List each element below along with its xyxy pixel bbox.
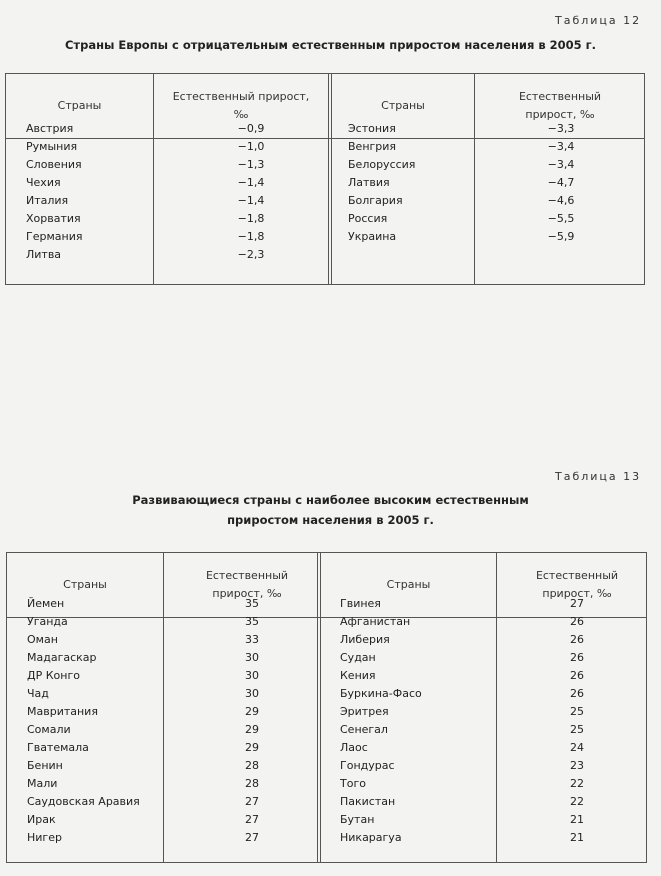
growth-value-cell: 26 <box>570 687 584 700</box>
table12-header-country-left: Страны <box>57 99 102 112</box>
country-cell: Болгария <box>348 194 403 207</box>
growth-value-cell: −3,4 <box>547 158 575 171</box>
growth-value-cell: −1,4 <box>237 176 265 189</box>
growth-value-cell: −0,9 <box>237 122 265 135</box>
growth-value-cell: 21 <box>570 831 584 844</box>
growth-value-cell: −3,4 <box>547 140 575 153</box>
growth-value-cell: −2,3 <box>237 248 265 261</box>
table13-left-value-column <box>212 595 292 847</box>
growth-value-cell: −1,8 <box>237 230 265 243</box>
country-cell: Бенин <box>27 759 63 772</box>
country-cell: Буркина-Фасо <box>340 687 422 700</box>
growth-value-cell: 30 <box>245 651 259 664</box>
country-cell: Ирак <box>27 813 56 826</box>
country-cell: Йемен <box>27 597 65 610</box>
table12-title: Страны Европы с отрицательным естественным приростом населения в 2005 г. <box>64 38 597 52</box>
country-cell: Гвинея <box>340 597 381 610</box>
growth-value-cell: 29 <box>245 705 259 718</box>
country-cell: Румыния <box>26 140 78 153</box>
country-cell: Мадагаскар <box>27 651 97 664</box>
growth-value-cell: 26 <box>570 669 584 682</box>
growth-value-cell: 27 <box>245 795 259 808</box>
growth-value-cell: −5,5 <box>547 212 575 225</box>
growth-value-cell: −1,8 <box>237 212 265 225</box>
table12 <box>5 73 645 285</box>
country-cell: Бутан <box>340 813 375 826</box>
country-cell: Афганистан <box>340 615 411 628</box>
growth-value-cell: −1,3 <box>237 158 265 171</box>
country-cell: Россия <box>348 212 388 225</box>
growth-value-cell: 22 <box>570 777 584 790</box>
country-cell: Эритрея <box>340 705 389 718</box>
growth-value-cell: 22 <box>570 795 584 808</box>
growth-value-cell: 29 <box>245 723 259 736</box>
growth-value-cell: 28 <box>245 777 259 790</box>
country-cell: Того <box>340 777 366 790</box>
growth-value-cell: 35 <box>245 597 259 610</box>
country-cell: Сомали <box>27 723 71 736</box>
table13-right-country-column <box>340 595 422 847</box>
table12-left-value-column <box>206 120 296 264</box>
growth-value-cell: −1,4 <box>237 194 265 207</box>
country-cell: Австрия <box>26 122 74 135</box>
country-cell: Сенегал <box>340 723 388 736</box>
country-cell: ДР Конго <box>27 669 80 682</box>
country-cell: Мавритания <box>27 705 98 718</box>
table12-header-growth-left: Естественный прирост, ‰ <box>172 90 310 121</box>
country-cell: Либерия <box>340 633 390 646</box>
growth-value-cell: 23 <box>570 759 584 772</box>
country-cell: Кения <box>340 669 376 682</box>
country-cell: Украина <box>348 230 397 243</box>
country-cell: Гватемала <box>27 741 89 754</box>
table12-label: Таблица 12 <box>555 14 642 27</box>
growth-value-cell: −4,7 <box>547 176 575 189</box>
growth-value-cell: −5,9 <box>547 230 575 243</box>
country-cell: Чехия <box>26 176 61 189</box>
growth-value-cell: 24 <box>570 741 584 754</box>
table13-header-growth-left: Естественный прирост, ‰ <box>205 569 289 600</box>
country-cell: Словения <box>26 158 82 171</box>
growth-value-cell: −1,0 <box>237 140 265 153</box>
growth-value-cell: 30 <box>245 687 259 700</box>
country-cell: Белоруссия <box>348 158 416 171</box>
country-cell: Хорватия <box>26 212 81 225</box>
growth-value-cell: 25 <box>570 705 584 718</box>
growth-value-cell: 28 <box>245 759 259 772</box>
country-cell: Мали <box>27 777 58 790</box>
table13-header-country-left: Страны <box>63 578 107 591</box>
country-cell: Нигер <box>27 831 62 844</box>
country-cell: Гондурас <box>340 759 395 772</box>
growth-value-cell: 29 <box>245 741 259 754</box>
table13-label: Таблица 13 <box>555 470 642 483</box>
growth-value-cell: 27 <box>570 597 584 610</box>
country-cell: Чад <box>27 687 49 700</box>
growth-value-cell: 35 <box>245 615 259 628</box>
country-cell: Лаос <box>340 741 368 754</box>
country-cell: Оман <box>27 633 58 646</box>
growth-value-cell: 26 <box>570 651 584 664</box>
country-cell: Италия <box>26 194 69 207</box>
table13-title-line2: приростом населения в 2005 г. <box>227 513 434 527</box>
country-cell: Латвия <box>348 176 390 189</box>
table12-header-growth-right: Естественный прирост, ‰ <box>518 90 602 121</box>
country-cell: Саудовская Аравия <box>27 795 140 808</box>
country-cell: Уганда <box>27 615 68 628</box>
growth-value-cell: −3,3 <box>547 122 575 135</box>
country-cell: Судан <box>340 651 376 664</box>
growth-value-cell: 21 <box>570 813 584 826</box>
growth-value-cell: 27 <box>245 831 259 844</box>
table13-title-line1: Развивающиеся страны с наиболее высоким естественным <box>132 493 529 507</box>
table13-header-growth-right: Естественный прирост, ‰ <box>535 569 619 600</box>
table13-right-value-column <box>537 595 617 847</box>
country-cell: Никарагуа <box>340 831 402 844</box>
table13-header-country-right: Страны <box>386 578 431 591</box>
growth-value-cell: 33 <box>245 633 259 646</box>
growth-value-cell: 27 <box>245 813 259 826</box>
table12-header-country-right: Страны <box>381 99 425 112</box>
table13-left-country-column <box>27 595 140 847</box>
growth-value-cell: 30 <box>245 669 259 682</box>
growth-value-cell: 26 <box>570 633 584 646</box>
growth-value-cell: 25 <box>570 723 584 736</box>
country-cell: Литва <box>26 248 62 261</box>
country-cell: Германия <box>26 230 83 243</box>
growth-value-cell: −4,6 <box>547 194 575 207</box>
table12-left-country-column <box>26 120 82 264</box>
country-cell: Пакистан <box>340 795 396 808</box>
growth-value-cell: 26 <box>570 615 584 628</box>
table12-right-country-column <box>348 120 415 246</box>
table12-right-value-column <box>521 120 601 246</box>
table13 <box>6 552 647 863</box>
country-cell: Венгрия <box>348 140 397 153</box>
country-cell: Эстония <box>348 122 396 135</box>
